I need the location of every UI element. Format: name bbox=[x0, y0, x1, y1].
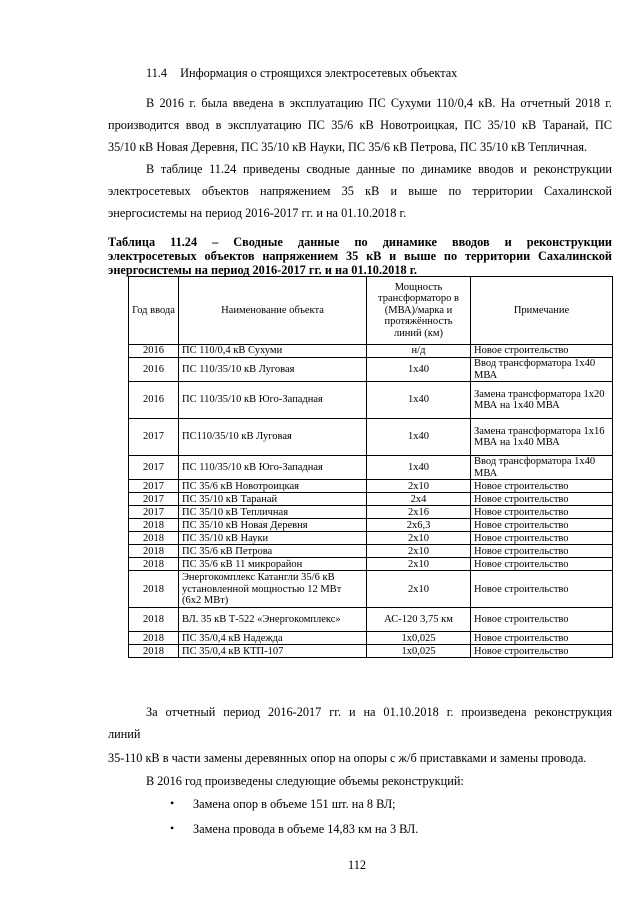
cell-name: Энергокомплекс Катангли 35/6 кВ установленной мощностью 12 МВт (6х2 МВт) bbox=[179, 571, 367, 608]
cell-capacity: 2х10 bbox=[367, 571, 471, 608]
bullet-item-2: Замена провода в объеме 14,83 км на 3 ВЛ. bbox=[193, 822, 419, 836]
cell-capacity: 2х16 bbox=[367, 506, 471, 519]
cell-name: ПС 110/0,4 кВ Сухуми bbox=[179, 345, 367, 358]
cell-note: Новое строительство bbox=[471, 545, 613, 558]
cell-name: ПС 35/10 кВ Новая Деревня bbox=[179, 519, 367, 532]
cell-name: ПС 35/10 кВ Тепличная bbox=[179, 506, 367, 519]
cell-name: ПС 35/10 кВ Науки bbox=[179, 532, 367, 545]
table-row bbox=[129, 558, 613, 571]
paragraph-1-line-2: производится ввод в эксплуатацию ПС 35/6 кВ Новотроицкая, ПС 35/10 кВ Таранай, ПС bbox=[108, 118, 612, 132]
table-row bbox=[129, 571, 613, 608]
cell-capacity: 2х6,3 bbox=[367, 519, 471, 532]
table-row bbox=[129, 632, 613, 645]
table-row bbox=[129, 358, 613, 382]
cell-note: Новое строительство bbox=[471, 632, 613, 645]
table-caption-line-3: энергосистемы на период 2016-2017 гг. и на 01.10.2018 г. bbox=[108, 263, 417, 277]
cell-year: 2018 bbox=[129, 532, 179, 545]
cell-name: ПС110/35/10 кВ Луговая bbox=[179, 419, 367, 456]
header-capacity: Мощность трансформаторо в (МВА)/марка и протяжённость линий (км) bbox=[367, 277, 471, 345]
cell-note: Новое строительство bbox=[471, 480, 613, 493]
table-row bbox=[129, 382, 613, 419]
cell-year: 2017 bbox=[129, 506, 179, 519]
header-note: Примечание bbox=[471, 277, 613, 345]
table-caption-line-2: электросетевых объектов напряжением 35 кВ и выше по территории Сахалинской bbox=[108, 249, 612, 263]
table-caption-line-1: Таблица 11.24 – Сводные данные по динамике вводов и реконструкции bbox=[108, 235, 612, 249]
cell-year: 2017 bbox=[129, 419, 179, 456]
cell-note: Новое строительство bbox=[471, 571, 613, 608]
cell-year: 2016 bbox=[129, 358, 179, 382]
cell-note: Ввод трансформатора 1х40 МВА bbox=[471, 358, 613, 382]
cell-year: 2018 bbox=[129, 608, 179, 632]
cell-year: 2018 bbox=[129, 545, 179, 558]
cell-note: Новое строительство bbox=[471, 608, 613, 632]
table-row bbox=[129, 493, 613, 506]
paragraph-3-line-2: линий bbox=[108, 727, 141, 741]
table-row bbox=[129, 519, 613, 532]
table-row bbox=[129, 608, 613, 632]
table-row bbox=[129, 419, 613, 456]
cell-capacity: 1х40 bbox=[367, 419, 471, 456]
paragraph-3-line-3: 35-110 кВ в части замены деревянных опор на опоры с ж/б приставками и замены провода. bbox=[108, 751, 587, 765]
cell-name: ПС 35/0,4 кВ Надежда bbox=[179, 632, 367, 645]
bullet-item-1: Замена опор в объеме 151 шт. на 8 ВЛ; bbox=[193, 797, 396, 811]
table-row bbox=[129, 345, 613, 358]
header-name: Наименование объекта bbox=[179, 277, 367, 345]
cell-note: Новое строительство bbox=[471, 532, 613, 545]
page-number: 112 bbox=[348, 858, 366, 872]
cell-capacity: 2х10 bbox=[367, 480, 471, 493]
cell-year: 2016 bbox=[129, 382, 179, 419]
table-row bbox=[129, 480, 613, 493]
cell-year: 2018 bbox=[129, 645, 179, 658]
paragraph-2-line-2: электросетевых объектов напряжением 35 кВ и выше по территории Сахалинской bbox=[108, 184, 612, 198]
cell-year: 2017 bbox=[129, 480, 179, 493]
cell-year: 2016 bbox=[129, 345, 179, 358]
cell-capacity: 1х40 bbox=[367, 456, 471, 480]
cell-name: ПС 110/35/10 кВ Юго-Западная bbox=[179, 382, 367, 419]
cell-year: 2018 bbox=[129, 632, 179, 645]
cell-year: 2018 bbox=[129, 519, 179, 532]
cell-name: ПС 35/6 кВ 11 микрорайон bbox=[179, 558, 367, 571]
cell-name: ПС 35/10 кВ Таранай bbox=[179, 493, 367, 506]
cell-note: Ввод трансформатора 1х40 МВА bbox=[471, 456, 613, 480]
objects-table bbox=[128, 276, 613, 658]
cell-name: ПС 35/6 кВ Новотроицкая bbox=[179, 480, 367, 493]
cell-year: 2018 bbox=[129, 558, 179, 571]
cell-note: Новое строительство bbox=[471, 645, 613, 658]
cell-name: ПС 110/35/10 кВ Луговая bbox=[179, 358, 367, 382]
cell-name: ПС 110/35/10 кВ Юго-Западная bbox=[179, 456, 367, 480]
cell-capacity: АС-120 3,75 км bbox=[367, 608, 471, 632]
cell-capacity: н/д bbox=[367, 345, 471, 358]
table-row bbox=[129, 545, 613, 558]
table-row bbox=[129, 532, 613, 545]
paragraph-2-line-3: энергосистемы на период 2016-2017 гг. и на 01.10.2018 г. bbox=[108, 206, 407, 220]
table-body bbox=[129, 345, 613, 658]
table-row bbox=[129, 645, 613, 658]
cell-capacity: 1х40 bbox=[367, 358, 471, 382]
cell-note: Замена трансформатора 1х16 МВА на 1х40 МВА bbox=[471, 419, 613, 456]
cell-capacity: 1х0,025 bbox=[367, 645, 471, 658]
paragraph-4: В 2016 год произведены следующие объемы реконструкций: bbox=[146, 774, 464, 788]
header-year: Год ввода bbox=[129, 277, 179, 345]
cell-note: Новое строительство bbox=[471, 345, 613, 358]
bullet-icon: • bbox=[170, 796, 175, 810]
table-row bbox=[129, 456, 613, 480]
cell-name: ВЛ. 35 кВ Т-522 «Энергокомплекс» bbox=[179, 608, 367, 632]
paragraph-2-line-1: В таблице 11.24 приведены сводные данные по динамике вводов и реконструкции bbox=[146, 162, 612, 176]
cell-year: 2018 bbox=[129, 571, 179, 608]
cell-note: Новое строительство bbox=[471, 558, 613, 571]
cell-name: ПС 35/6 кВ Петрова bbox=[179, 545, 367, 558]
cell-note: Замена трансформатора 1х20 МВА на 1х40 МВА bbox=[471, 382, 613, 419]
paragraph-1-line-3: 35/10 кВ Новая Деревня, ПС 35/10 кВ Науки, ПС 35/6 кВ Петрова, ПС 35/10 кВ Тепличная. bbox=[108, 140, 588, 154]
cell-capacity: 2х10 bbox=[367, 532, 471, 545]
cell-capacity: 2х4 bbox=[367, 493, 471, 506]
cell-capacity: 2х10 bbox=[367, 545, 471, 558]
cell-capacity: 1х40 bbox=[367, 382, 471, 419]
cell-capacity: 2х10 bbox=[367, 558, 471, 571]
section-number: 11.4 bbox=[146, 66, 168, 80]
section-title: Информация о строящихся электросетевых объектах bbox=[180, 66, 458, 80]
section-heading bbox=[146, 66, 457, 81]
cell-year: 2017 bbox=[129, 493, 179, 506]
cell-note: Новое строительство bbox=[471, 506, 613, 519]
cell-note: Новое строительство bbox=[471, 493, 613, 506]
table-header-row bbox=[129, 277, 613, 345]
paragraph-3-line-1: За отчетный период 2016-2017 гг. и на 01.10.2018 г. произведена реконструкция bbox=[146, 705, 612, 719]
table-row bbox=[129, 506, 613, 519]
bullet-icon: • bbox=[170, 821, 175, 835]
cell-note: Новое строительство bbox=[471, 519, 613, 532]
cell-year: 2017 bbox=[129, 456, 179, 480]
cell-capacity: 1х0,025 bbox=[367, 632, 471, 645]
cell-name: ПС 35/0,4 кВ КТП-107 bbox=[179, 645, 367, 658]
paragraph-1-line-1: В 2016 г. была введена в эксплуатацию ПС Сухуми 110/0,4 кВ. На отчетный 2018 г. bbox=[146, 96, 612, 110]
